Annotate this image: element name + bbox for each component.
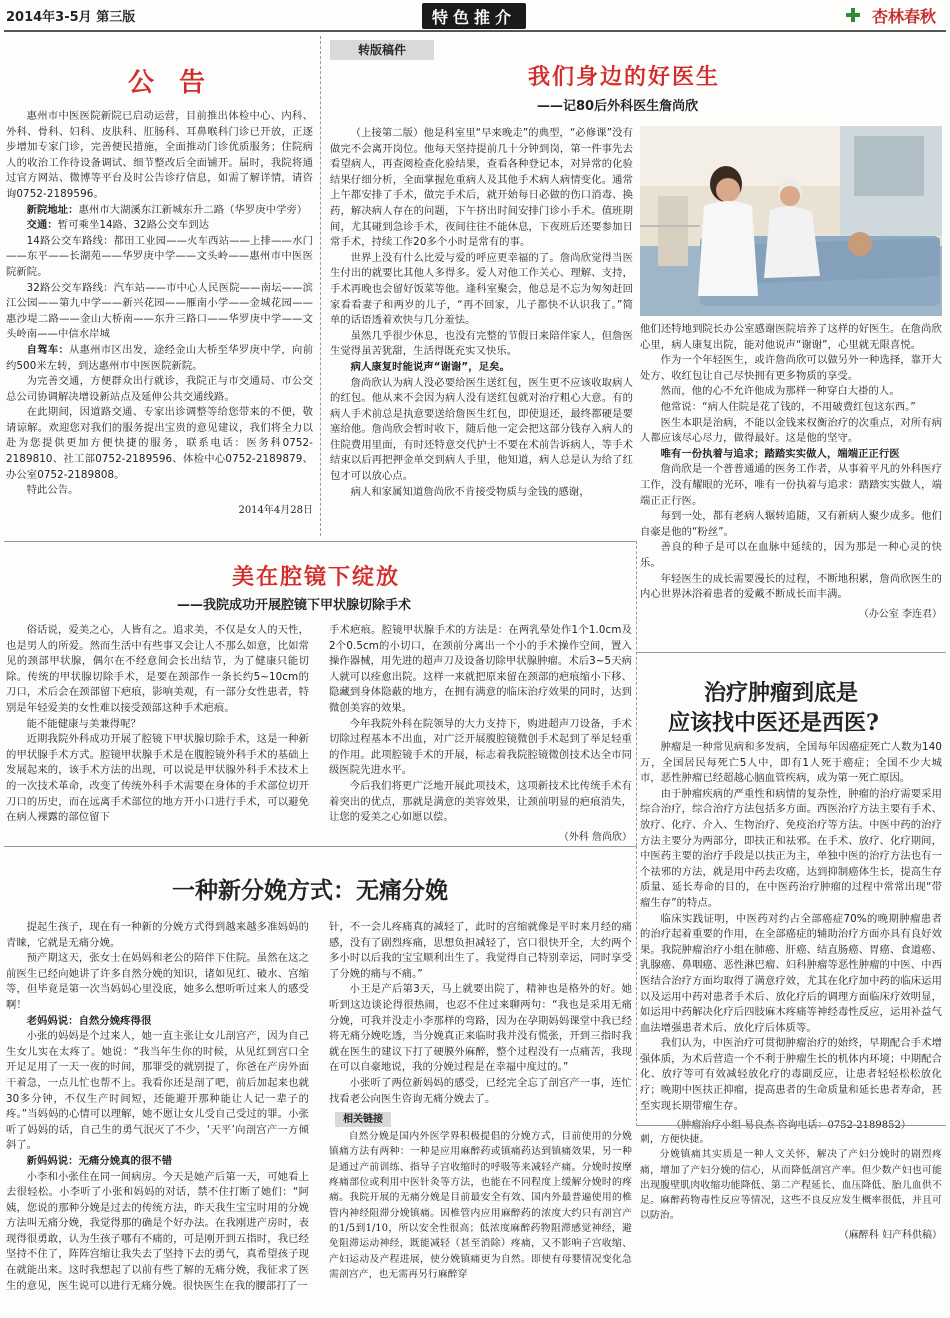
doctor-para-13: 善良的种子是可以在血脉中延续的，因为那是一种心灵的快乐。 (640, 541, 942, 569)
notice-route-14: 14路公交车路线：都田工业园——火车西站——上排——水门——东平——长湖苑——华罗庚中学——文头岭——惠州市中医医院新院。 (6, 234, 313, 278)
notice-para-4: 特此公告。 (26, 484, 79, 497)
doctor-para-12: 每到一处，都有老病人辗转追随，又有新病人聚少成多。他们自豪是他的“粉丝”。 (640, 510, 942, 538)
lap-para-3: 近期我院外科成功开展了腔镜下甲状腺切除手术，这是一种新的甲状腺手术方式。腔镜甲状腺手术是在腹腔镜外科手术的基础上发展起来的，该手术方法的出现，可以说是甲状腺外科手术技术上的一次技术革命，改变了传统外科手术需要在身体的手术部位切开刀口的历史，而在远离手术部位的地方开小口进行手术，可以避免在病人裸露的部位留下 (6, 733, 309, 824)
laparoscope-col2 (329, 623, 632, 843)
birth-subhead-2: 新妈妈说：无痛分娩真的很不错 (26, 1154, 173, 1167)
notice-address (6, 203, 313, 219)
tumor-para-2: 由于肿瘤疾病的严重性和病情的复杂性，肿瘤的治疗需要采用综合治疗，综合治疗方法包括多方面。西医治疗方法主要有手术、放疗、化疗、介入、生物治疗、免疫治疗等方法。中医中药的治疗方法主要分为两部分，即扶正和祛邪。在手术、放疗、化疗期间，中医药主要的治疗手段是以扶正为主，单独中医的治疗方法也有一个祛邪的方法，就是用中药去攻癌，达到抑制癌体生长，提高生存质量、延长寿命的目的，在中医药治疗肿瘤的过程中常常出现“带瘤生存”的特点。 (640, 787, 942, 909)
doctor-ward-photo (640, 126, 942, 316)
notice-date: 2014年4月28日 (238, 504, 313, 516)
column-divider-right (636, 541, 637, 846)
doctor-body-col1 (330, 126, 633, 500)
column-divider-top (320, 36, 321, 536)
notice-para-1: 惠州市中医医院新院已启动运营，目前推出体检中心、内科、外科、骨科、妇科、皮肤科、肛肠科、耳鼻喉科门诊已开放，正逐步增加专家门诊，完善便民措施，全面推动门诊优质服务；住院病人的收治工作待设备调试、细节整改后全面铺开。届时，我院将通过官方网站、微博等平台及时公告诊疗信息，如需了解详情，请咨询0752-2189596。 (6, 110, 313, 200)
doctor-para-11: 詹尚欣是一个普普通通的医务工作者，从事着平凡的外科医疗工作，没有耀眼的光环，唯有一份执着与追求：踏踏实实做人，端端正正行医。 (640, 463, 942, 507)
header-date: 2014年3-5月 第三版 (6, 10, 136, 25)
tumor-para-1: 肿瘤是一种常见病和多发病，全国每年因癌症死亡人数为140万，全国居民每死亡5人中，即有1人死于癌症；全国不少大城市，恶性肿瘤已经超越心脑血管疾病，成为第一死亡原因。 (640, 741, 942, 785)
notice-drive (6, 343, 313, 374)
birth-para-7: 小张听了两位新妈妈的感受，已经完全忘了剖宫产一事，连忙找看老公向医生咨询无痛分娩去了。 (329, 1076, 632, 1105)
notice-route-32: 32路公交车路线：汽车站——市中心人民医院——南坛——滨江公园——第九中学——新兴花园——雁南小学——金城花园——惠沙堤二路——金山大桥南——东升三路口——华罗庚中学——文头岭南——中信水岸城 (6, 281, 313, 341)
laparoscope-col1 (6, 623, 309, 826)
birth-col3 (640, 1132, 942, 1241)
header-logo-text: 杏林春秋 (872, 7, 937, 26)
birth-subhead-1: 老妈妈说：自然分娩疼得很 (26, 1014, 152, 1027)
lap-signature: （外科 詹尚欣） (558, 831, 632, 843)
lap-para-2: 能不能健康与美兼得呢？ (26, 717, 141, 730)
divider-notice-bottom (4, 541, 636, 542)
divider-lap-bottom (4, 846, 636, 847)
drive-text: 从惠州市区出发，途经金山大桥至华罗庚中学，向前约500米左转，到达惠州市中医医院新院。 (6, 343, 313, 372)
doctor-para-10: 医生本职是治病，不能以金钱来权衡治疗的次重点，对所有病人都应该尽心尽力，做得最好。这是他的坚守。 (640, 416, 942, 445)
notice-body (6, 109, 313, 516)
doctor-para-7: 作为一个年轻医生，或许詹尚欣可以做另外一种选择，靠开大处方、收红包让自己尽快拥有更多物质的享受。 (640, 354, 942, 382)
doctor-para-4: 詹尚欣认为病人没必要给医生送红包，医生更不应该收取病人的红包。他从来不会因为病人没有送红包就对治疗粗心大意。有的病人手术前总是执意要送给詹医生红包，即使退还，最终都硬是要塞给他。詹尚欣会暂时收下，随后他一定会把这部分钱存入病人的住院费用里面，有时还特意交代护士不要在术前告诉病人，等手术结束以后再把押金单交到病人手里，他知道，病人总是认为给了红包才可以放心点。 (330, 376, 633, 483)
birth-para-6: 小王是产后第3天，马上就要出院了，精神也是格外的好。她听到这边谈论得很热闹，也忍不住过来聊两句：“我也是采用无痛分娩，可我并没走小李那样的弯路，因为在孕期妈妈课堂中我已经将无痛分娩吃透，当分娩真正来临时我并没有慌张，开到三指时我就在医生的建议下打了硬膜外麻醉，整个过程没有一点痛苦，我现在可以自豪地说，我的分娩过程是在幸福中度过的。” (329, 983, 632, 1074)
birth-para-1: 提起生孩子，现在有一种新的分娩方式得到越来越多准妈妈的青睐，它就是无痛分娩。 (6, 921, 309, 949)
birth-signature: （麻醉科 妇产科供稿） (838, 1229, 942, 1241)
header-center-title: 特色推介 (431, 8, 516, 27)
doctor-para-8: 然而，他的心不允许他成为那样一种穿白大褂的人。 (660, 385, 900, 398)
tumor-title-line2: 应该找中医还是西医? (668, 710, 879, 736)
doctor-para-5: 病人和家属知道詹尚欣不肯接受物质与金钱的感谢， (350, 485, 590, 498)
hospital-logo-icon (846, 7, 860, 21)
related-link-continued: 刺，方便快捷。 (640, 1134, 710, 1145)
notice-traffic (6, 218, 313, 234)
doctor-para-6: 他们还特地到院长办公室感谢医院培养了这样的好医生。在詹尚欣心里，病人康复出院，能对他说声“谢谢”，心里就无限喜悦。 (640, 323, 942, 351)
birth-col1 (6, 920, 309, 1294)
birth-para-2: 预产期这天，张女士在妈妈和老公的陪伴下住院。虽然在这之前医生已经向她讲了许多自然分娩的知识，诸如见红、破水、宫缩等，但毕竟是第一次当妈妈心里没底，她多么想听听过来人的感受啊！ (6, 952, 309, 1011)
doctor-body-col2 (640, 322, 942, 620)
tumor-signature: （肿瘤治疗小组 易良杰 咨询电话：0752-2189852） (671, 1120, 911, 1132)
lap-para-6: 今后我们将更广泛地开展此项技术，这项新技术比传统手术有着突出的优点，那就是满意的美容效果，让颈前明显的疤痕消失，让您的爱美之心如愿以偿。 (329, 779, 632, 824)
column-divider-birth (636, 846, 637, 1126)
divider-doctor-bottom (636, 652, 946, 653)
birth-title: 一种新分娩方式：无痛分娩 (172, 877, 448, 904)
related-link-text-2: 分娩镇痛其实质是一种人文关怀，解决了产妇分娩时的剧烈疼痛，增加了产妇分娩的信心，从而降低剖宫产率。但少数产妇也可能出现腹壁肌肉收缩功能降低、第二产程延长、血压降低、胎儿血供不足。麻醉药物毒性反应等情况，这些不良反应发生概率很低，并且可以防治。 (640, 1149, 942, 1222)
doctor-para-3: 虽然几乎很少休息，也没有完整的节假日来陪伴家人，但詹医生觉得虽苦犹甜，生活得既充实又快乐。 (330, 329, 633, 358)
doctor-subhead-2: 唯有一份执着与追求；踏踏实实做人，端端正正行医 (660, 447, 900, 460)
birth-para-3: 小张的妈妈是个过来人，她一直主张让女儿剖宫产，因为自己生女儿实在太疼了。她说：“我当年生你的时候，从见红到宫口全开足足用了一天一夜的时间，那罪受的就别提了，你爸在产房外面干着急，一点儿忙也帮不上。我看你还是剖了吧，前后加起来也就30多分钟，不仅生产时间短，还能避开那种能让人记一辈子的疼。”当妈妈的心情可以理解，她不愿让女儿受自己受过的罪。小张听了妈妈的话，自己生的勇气泯灭了不少，‘天平’向剖宫产一方倾斜了。 (6, 1030, 309, 1152)
reprint-tag: 转版稿件 (330, 40, 434, 60)
laparoscope-subtitle: ——我院成功开展腔镜下甲状腺切除手术 (177, 598, 412, 613)
tumor-body (640, 740, 942, 1131)
doctor-para-2: 世界上没有什么比爱与爱的呼应更幸福的了。詹尚欣觉得当医生付出的就要比其他人多得多。爱人对他工作关心、理解、支持，手术再晚也会留好饭菜等他。逢科室聚会，他总是不忘为匆匆赶回家看看妻子和两岁的儿子，“再不回家，儿子都快不认识我了。”简单的话语透着欢快与几分羞怯。 (330, 251, 633, 327)
doctor-title: 我们身边的好医生 (528, 64, 721, 90)
birth-para-5: 针，不一会儿疼痛真的减轻了，此时的宫缩就像是平时来月经的痛感，没有了剧烈疼痛，思想负担减轻了，宫口很快开全，大约两个多小时以后我的宝宝顺利出生了。我觉得自己特别幸运，同时享受了分娩的痛与不痛。” (329, 921, 632, 980)
tumor-title-line1: 治疗肿瘤到底是 (704, 680, 859, 706)
doctor-para-9: 他常说：“病人住院是花了钱的，不用破费红包这东西。” (660, 400, 916, 413)
lap-para-1: 俗话说，爱美之心，人皆有之。追求美，不仅是女人的天性，也是男人的所爱。然而生活中有些事又会让人不那么如意，比如常见的颈部甲状腺，偶尔在不经意间会长出结节，为了健康只能切除。传统的甲状腺切除手术，是要在颈部作一条长约5~10cm的刀口，术后会在颈部留下疤痕，影响美观，有一部分女性患者，特别是年轻爱美的女性难以接受颈部这种手术疤痕。 (6, 624, 309, 714)
tumor-para-3: 临床实践证明，中医药对约占全部癌症70%的晚期肿瘤患者的治疗起着重要的作用，在全部癌症的辅助治疗方面亦具有良好效果。我院肿瘤治疗小组在肺癌、肝癌、结直肠癌、胃癌、食道癌、乳腺癌、鼻咽癌、恶性淋巴瘤、妇科肿瘤等恶性肿瘤的中医、中西医结合治疗方面均取得了满意疗效，尤其在化疗加中药的临床运用以及运用中药对患者手术后、放化疗后的调理方面临床疗效明显，如运用中药解决化疗后四肢麻木疼痛等神经毒性反应，运用补益气血法增强患者术后、放化疗后体质等。 (640, 912, 942, 1034)
notice-title: 公 告 (128, 68, 214, 98)
related-link-label: 相关链接 (335, 1112, 391, 1127)
divider-tumor-bottom (636, 1125, 946, 1126)
tumor-para-4: 我们认为，中医治疗可贯彻肿瘤治疗的始终，早期配合手术增强体质，为术后营造一个不利于肿瘤生长的机体内环境；中期配合化、放疗等可有效减轻放化疗的毒副反应，让患者轻轻松松放化疗；晚期中医扶正抑瘤，提高患者的生命质量和延长患者寿命，甚至实现长期带瘤生存。 (640, 1037, 942, 1112)
doctor-subtitle: ——记80后外科医生詹尚欣 (537, 99, 699, 114)
drive-label: 自驾车： (26, 343, 70, 356)
lap-para-4: 手术疤痕。腔镜甲状腺手术的方法是：在两乳晕处作1个1.0cm及2个0.5cm的小切口，在颈前分离出一个小的手术操作空间，置入操作器械，用先进的超声刀及设备切除甲状腺肿瘤。术后3~5天病人就可以痊愈出院。这样一来就把原来留在颈部的疤痕缩小下移、隐藏到身体隐蔽的地方，在拥有满意的临床治疗效果的同时，达到微创美容的效果。 (329, 624, 632, 714)
addr-text: 惠州市大湖溪东江新城东升二路（华罗庚中学旁） (78, 203, 308, 216)
notice-para-3: 在此期间，因道路交通、专家出诊调整等给您带来的不便，敬请谅解。欢迎您对我们的服务提出宝贵的意见建议，我们将全力以赴为您提供更加方便快捷的服务，联系电话：医务科0752-2189810、社工部0752-2189596、体检中心0752-2189879、办公室0752-2189808。 (6, 406, 313, 481)
birth-para-4: 小李和小张住在同一间病房。今天是她产后第一天，可她看上去很轻松。小李听了小张和妈妈的对话，禁不住打断了她们：“阿姨，您说的那种分娩是过去的传统方法，昨天我生宝宝时用的分娩方法叫无痛分娩，我觉得那的确是个好办法。在我刚进产房时，表现得很勇敢，认为生孩子哪有不痛的，可是刚开到五指时，我已经坚持不住了，阵阵宫缩让我失去了坚持下去的勇气，真希望孩子现在就能出来。这时我想起了以前有些了解的无痛分娩，我征求了医生的意见，医生说可以进行无痛分娩。很快医生在我的腰部打了一 (6, 1170, 309, 1292)
doctor-para-14: 年轻医生的成长需要漫长的过程，不断地积累，詹尚欣医生的内心世界沐浴着患者的爱戴不断成长而丰满。 (640, 572, 942, 601)
lap-para-5: 今年我院外科在院领导的大力支持下，购进超声刀设备，手术切除过程基本不出血，对广泛开展腹腔镜微创手术起到了举足轻重的作用。此项腔镜手术的开展，标志着我院腔镜微创技术达全市同级医院先进水平。 (329, 717, 632, 777)
doctor-subhead-1: 病人康复时能说声“谢谢”，足矣。 (350, 360, 510, 373)
notice-para-2: 为完善交通，方便群众出行就诊，我院正与市交通局、市公交总公司协调解决增设新站点及延伸公共交通线路。 (6, 375, 313, 403)
traffic-label: 交通： (26, 219, 58, 232)
header-rule (4, 30, 946, 32)
addr-label: 新院地址： (26, 203, 79, 216)
traffic-text: 暂可乘坐14路、32路公交车到达 (57, 219, 210, 232)
laparoscope-title: 美在腔镜下绽放 (232, 564, 401, 590)
doctor-para-1: （上接第二版）他是科室里“早来晚走”的典型，“必修课”没有做完不会离开岗位。他每天坚持提前几十分钟到岗，第一件事先去看望病人，再查阅检查化验结果，查看各种登记本，对异常的化验结果仔细分析，全面掌握危重病人及其他手术病人病情变化。通常上午都安排了手术，做完手术后，就开始每日必做的伤口消毒、换药，解决病人存在的问题，下午挤出时间安排门诊小手术。值班期间，尤其碰到急诊手术，夜间往往不能休息，下夜班后还要参加日常手术，持续工作20多个小时是常有的事。 (330, 127, 633, 249)
birth-col2 (329, 920, 632, 1282)
related-link-text: 自然分娩是国内外医学界积极提倡的分娩方式，目前使用的分娩镇痛方法有两种：一种是应用麻醉药或镇痛药达到镇痛效果，另一种是通过产前训练、指导子宫收缩时的呼吸等来减轻产痛。分娩时按摩疼痛部位或利用中医针灸等方法，也能在不同程度上缓解分娩时的疼痛。我院开展的无痛分娩是目前最安全有效、国内外最普遍使用的椎管内神经阻滞分娩镇痛。因椎管内应用麻醉药的浓度大约只有剖宫产的1/5到1/10，所以安全性很高；低浓度麻醉药物阻滞感觉神经，避免阻滞运动神经，既能减轻（甚至消除）疼痛，又不影响子宫收缩、产妇运动及产程进展，使分娩镇痛更为自然。即使有母婴情况变化急需剖宫产，也无需再另行麻醉穿 (329, 1131, 632, 1280)
doctor-signature: （办公室 李连君） (858, 608, 942, 620)
